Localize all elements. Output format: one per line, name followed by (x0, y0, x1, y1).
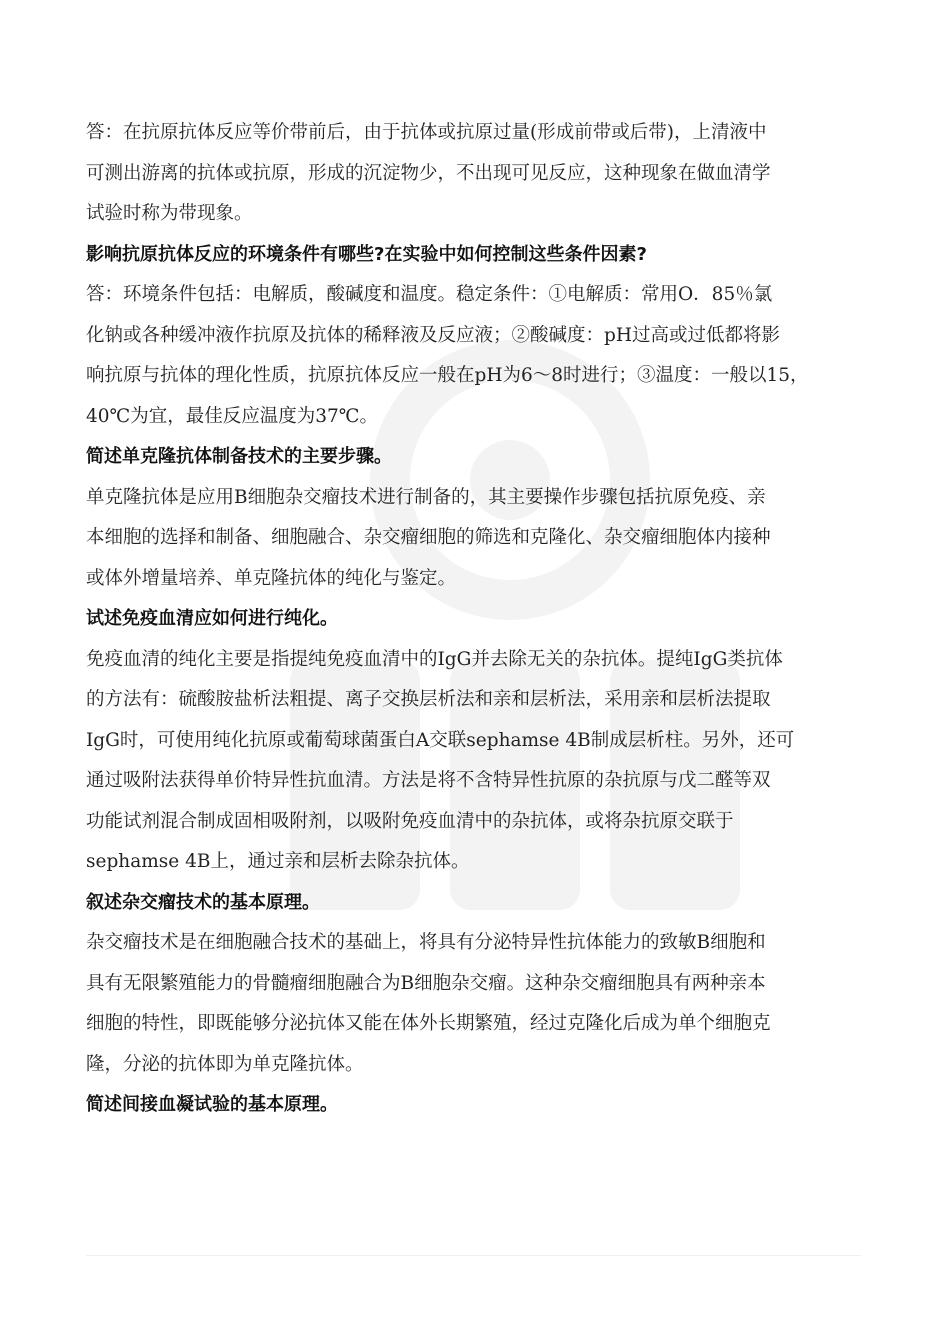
qa-block (86, 437, 876, 599)
text-line: 化钠或各种缓冲液作抗原及抗体的稀释液及反应液；②酸碱度：pH过高或过低都将影 (86, 324, 780, 346)
text-line: sephamse 4B上，通过亲和层析去除杂抗体。 (86, 851, 470, 872)
question-heading: 影响抗原抗体反应的环境条件有哪些?在实验中如何控制这些条件因素? (86, 243, 647, 265)
question-heading: 简述间接血凝试验的基本原理。 (86, 1094, 338, 1115)
qa-block (86, 235, 876, 438)
text-line: 具有无限繁殖能力的骨髓瘤细胞融合为B细胞杂交瘤。这种杂交瘤细胞具有两种亲本 (86, 972, 766, 994)
answer-block (86, 113, 876, 235)
text-line: 答：环境条件包括：电解质，酸碱度和温度。稳定条件：①电解质：常用O．85％氯 (86, 284, 773, 305)
text-line: 细胞的特性，即既能够分泌抗体又能在体外长期繁殖，经过克隆化后成为单个细胞克 (86, 1013, 771, 1034)
text-line: 隆，分泌的抗体即为单克隆抗体。 (86, 1053, 364, 1075)
question-heading: 试述免疫血清应如何进行纯化。 (86, 608, 338, 629)
text-line: 或体外增量培养、单克隆抗体的纯化与鉴定。 (86, 567, 457, 589)
text-line: 答：在抗原抗体反应等价带前后，由于抗体或抗原过量(形成前带或后带)，上清液中 (86, 122, 767, 143)
text-line: 单克隆抗体是应用B细胞杂交瘤技术进行制备的，其主要操作步骤包括抗原免疫、亲 (86, 486, 766, 508)
qa-block (86, 599, 876, 883)
text-line: 免疫血清的纯化主要是指提纯免疫血清中的IgG并去除无关的杂抗体。提纯IgG类抗体 (86, 648, 783, 670)
text-line: 杂交瘤技术是在细胞融合技术的基础上，将具有分泌特异性抗体能力的致敏B细胞和 (86, 932, 766, 953)
text-line: 40℃为宜，最佳反应温度为37℃。 (86, 405, 378, 427)
document-body (86, 113, 876, 1126)
text-line: 的方法有：硫酸胺盐析法粗提、离子交换层析法和亲和层析法，采用亲和层析法提取 (86, 689, 771, 710)
text-line: 试验时称为带现象。 (86, 203, 253, 224)
question-heading: 简述单克隆抗体制备技术的主要步骤。 (86, 446, 392, 467)
footer-divider (86, 1255, 861, 1256)
text-line: 本细胞的选择和制备、细胞融合、杂交瘤细胞的筛选和克隆化、杂交瘤细胞体内接种 (86, 527, 771, 548)
qa-block (86, 883, 876, 1086)
text-line: 响抗原与抗体的理化性质，抗原抗体反应一般在pH为6～8时进行；③温度：一般以15， (86, 365, 809, 386)
text-line: 通过吸附法获得单价特异性抗血清。方法是将不含特异性抗原的杂抗原与戊二醛等双 (86, 770, 771, 791)
text-line: IgG时，可使用纯化抗原或葡萄球菌蛋白A交联sephamse 4B制成层析柱。另外，还可 (86, 729, 795, 751)
text-line: 功能试剂混合制成固相吸附剂，以吸附免疫血清中的杂抗体，或将杂抗原交联于 (86, 810, 734, 832)
qa-block (86, 1085, 876, 1126)
text-line: 可测出游离的抗体或抗原，形成的沉淀物少，不出现可见反应，这种现象在做血清学 (86, 162, 771, 184)
question-heading: 叙述杂交瘤技术的基本原理。 (86, 891, 320, 913)
